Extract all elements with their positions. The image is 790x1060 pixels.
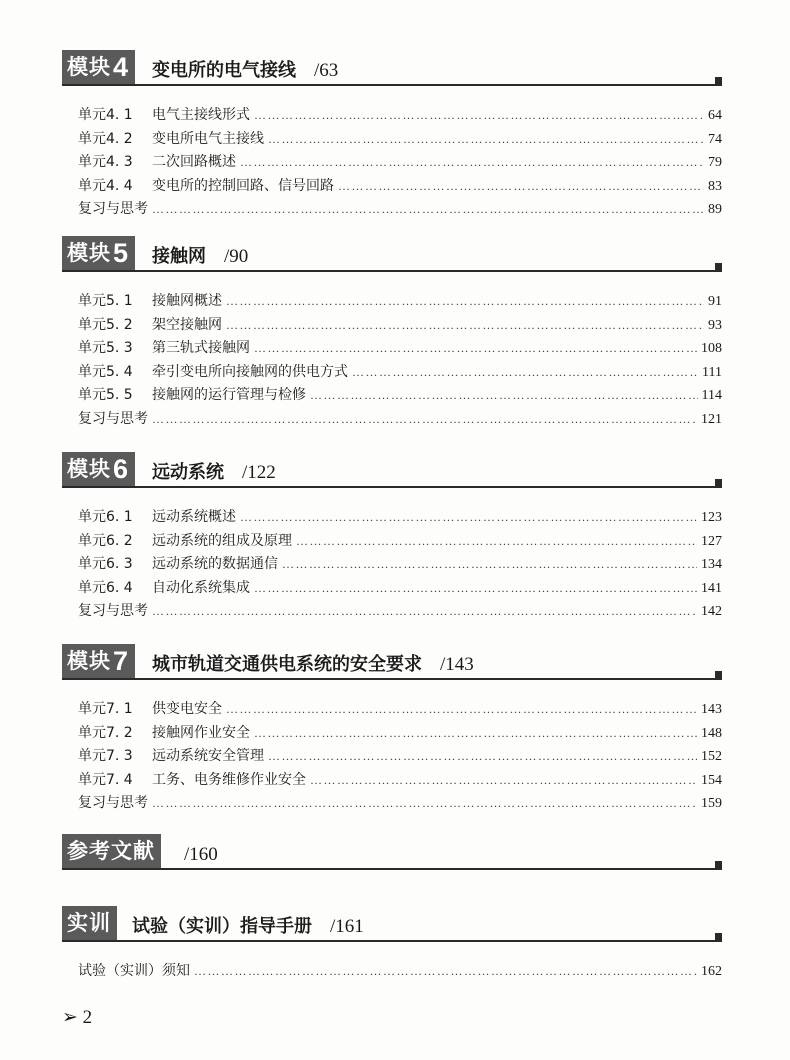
- toc-entry[interactable]: 单元7. 4 工务、电务维修作业安全 ………………………………………………………………………………………………………………………………………………… 154: [62, 769, 722, 793]
- toc-entry[interactable]: 单元6. 4 自动化系统集成 ………………………………………………………………………………………………………………………………………………… 141: [62, 577, 722, 601]
- dot-leader: [296, 534, 697, 549]
- rule-end-mark: [715, 263, 722, 270]
- toc-entry[interactable]: 复习与思考 ………………………………………………………………………………………………………………………………………………… 89: [62, 198, 722, 222]
- module-header: [62, 448, 722, 488]
- dot-leader: [152, 412, 697, 427]
- header-rule: [62, 678, 722, 680]
- dot-leader: [240, 155, 704, 170]
- dot-leader: [152, 796, 697, 811]
- toc-list: [62, 698, 722, 816]
- module-title: 远动系统 /122: [152, 462, 276, 483]
- rule-end-mark: [715, 933, 722, 940]
- rule-end-mark: [715, 479, 722, 486]
- dot-leader: [282, 557, 697, 572]
- references-badge: 参考文献: [62, 834, 161, 868]
- module-page: /143: [440, 654, 474, 675]
- dot-leader: [268, 132, 704, 147]
- dot-leader: [194, 964, 697, 979]
- toc-entry[interactable]: 单元4. 1 电气主接线形式 ………………………………………………………………………………………………………………………………………………… 64: [62, 104, 722, 128]
- toc-entry[interactable]: 单元7. 3 远动系统安全管理 ………………………………………………………………………………………………………………………………………………… 152: [62, 745, 722, 769]
- module-header: [62, 640, 722, 680]
- toc-entry[interactable]: 单元6. 1 远动系统概述 ………………………………………………………………………………………………………………………………………………… 123: [62, 506, 722, 530]
- toc-entry[interactable]: 单元4. 3 二次回路概述 ………………………………………………………………………………………………………………………………………………… 79: [62, 151, 722, 175]
- dot-leader: [226, 702, 697, 717]
- dot-leader: [226, 294, 704, 309]
- toc-list: [62, 506, 722, 624]
- training-badge: 实训: [62, 906, 117, 940]
- module-badge: 模块 6: [62, 452, 135, 486]
- toc-entry[interactable]: 单元7. 2 接触网作业安全 ………………………………………………………………………………………………………………………………………………… 148: [62, 722, 722, 746]
- references-section: [62, 830, 722, 870]
- rule-end-mark: [715, 861, 722, 868]
- header-rule: [62, 270, 722, 272]
- module-title: 试验（实训）指导手册 /161: [132, 916, 364, 937]
- toc-entry[interactable]: 复习与思考 ………………………………………………………………………………………………………………………………………………… 142: [62, 600, 722, 624]
- module-title: 城市轨道交通供电系统的安全要求 /143: [152, 654, 474, 675]
- header-rule: [62, 940, 722, 942]
- page-number: ➢ 2: [62, 1007, 93, 1028]
- module-6-section: [62, 448, 722, 624]
- module-badge: 模块 7: [62, 644, 135, 678]
- module-7-section: [62, 640, 722, 816]
- module-badge: 模块 4: [62, 50, 135, 84]
- module-page: /122: [242, 462, 276, 483]
- dot-leader: [268, 749, 697, 764]
- toc-list: [62, 104, 722, 222]
- module-page: /161: [330, 916, 364, 937]
- module-title: [166, 844, 218, 866]
- header-rule: [62, 868, 722, 870]
- toc-list: [62, 290, 722, 431]
- toc-entry[interactable]: 单元5. 4 牵引变电所向接触网的供电方式 ………………………………………………………………………………………………………………………………………………… 111: [62, 361, 722, 385]
- module-header: [62, 830, 722, 870]
- dot-leader: [352, 365, 698, 380]
- dot-leader: [310, 388, 698, 403]
- header-rule: [62, 84, 722, 86]
- toc-entry[interactable]: 单元7. 1 供变电安全 ………………………………………………………………………………………………………………………………………………… 143: [62, 698, 722, 722]
- module-header: [62, 46, 722, 86]
- toc-list: [62, 960, 722, 984]
- toc-entry[interactable]: 复习与思考 ………………………………………………………………………………………………………………………………………………… 159: [62, 792, 722, 816]
- module-5-section: [62, 232, 722, 431]
- dot-leader: [254, 726, 697, 741]
- dot-leader: [338, 179, 704, 194]
- module-badge: 模块 5: [62, 236, 135, 270]
- dot-leader: [254, 341, 697, 356]
- toc-entry[interactable]: 单元5. 5 接触网的运行管理与检修 ………………………………………………………………………………………………………………………………………………… 114: [62, 384, 722, 408]
- dot-leader: [254, 581, 697, 596]
- toc-entry[interactable]: 单元4. 4 变电所的控制回路、信号回路 ………………………………………………………………………………………………………………………………………………… 83: [62, 175, 722, 199]
- module-4-section: [62, 46, 722, 222]
- training-section: [62, 902, 722, 984]
- toc-entry[interactable]: 单元6. 2 远动系统的组成及原理 ………………………………………………………………………………………………………………………………………………… 127: [62, 530, 722, 554]
- module-header: [62, 232, 722, 272]
- module-page: /160: [184, 844, 218, 865]
- dot-leader: [254, 108, 704, 123]
- toc-entry[interactable]: 单元5. 2 架空接触网 ………………………………………………………………………………………………………………………………………………… 93: [62, 314, 722, 338]
- toc-entry[interactable]: 试验（实训）须知 ………………………………………………………………………………………………………………………………………………… 162: [62, 960, 722, 984]
- toc-entry[interactable]: 单元5. 3 第三轨式接触网 ………………………………………………………………………………………………………………………………………………… 108: [62, 337, 722, 361]
- dot-leader: [240, 510, 697, 525]
- dot-leader: [152, 202, 704, 217]
- module-title: 变电所的电气接线 /63: [152, 60, 339, 81]
- dot-leader: [310, 773, 697, 788]
- toc-entry[interactable]: 单元4. 2 变电所电气主接线 ………………………………………………………………………………………………………………………………………………… 74: [62, 128, 722, 152]
- rule-end-mark: [715, 77, 722, 84]
- module-page: /63: [314, 60, 339, 81]
- toc-entry[interactable]: 单元5. 1 接触网概述 ………………………………………………………………………………………………………………………………………………… 91: [62, 290, 722, 314]
- module-page: /90: [224, 246, 249, 267]
- module-header: [62, 902, 722, 942]
- dot-leader: [226, 318, 704, 333]
- toc-entry[interactable]: 单元6. 3 远动系统的数据通信 ………………………………………………………………………………………………………………………………………………… 134: [62, 553, 722, 577]
- toc-entry[interactable]: 复习与思考 ………………………………………………………………………………………………………………………………………………… 121: [62, 408, 722, 432]
- dot-leader: [152, 604, 697, 619]
- header-rule: [62, 486, 722, 488]
- module-title: 接触网 /90: [152, 246, 249, 267]
- rule-end-mark: [715, 671, 722, 678]
